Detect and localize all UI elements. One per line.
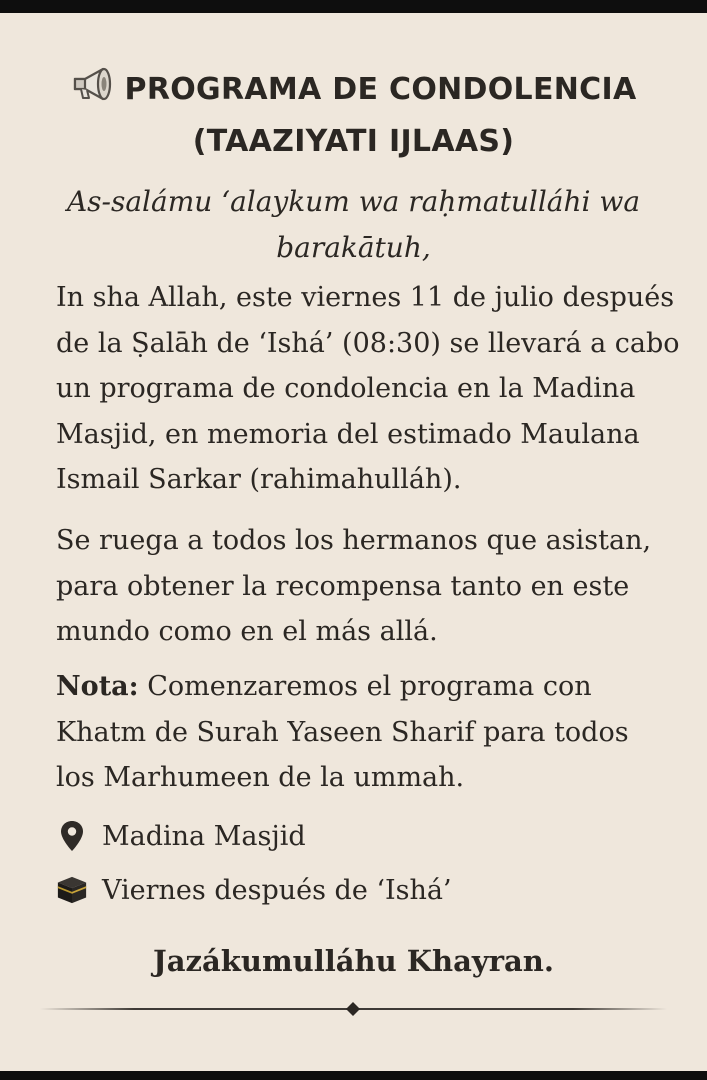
note-line-1 [56,664,696,710]
title-line-1 [0,65,707,118]
paragraph2-line-1: Se ruega a todos los hermanos que asistan, [56,525,652,556]
paragraph1-line-3: un programa de condolencia en la Madina [56,373,636,404]
note-text-1: Comenzaremos el programa con [147,671,592,702]
paragraph1-line-2: de la Ṣalāh de ‘Ishá’ (08:30) se llevará a cabo [56,327,680,359]
location-row [56,815,306,857]
top-frame-bar [0,0,707,13]
paragraph2-line-3: mundo como en el más allá. [56,616,438,647]
megaphone-icon [71,65,115,118]
announcement-card [0,13,707,1071]
greeting-line-2: barakātuh, [276,231,431,264]
title-block [0,65,707,166]
closing-text: Jazákumulláhu Khayran. [153,944,554,978]
paragraph2-line-2: para obtener la recompensa tanto en este [56,570,630,602]
greeting-line-1: As-salámu ‘alaykum wa raḥmatulláhi wa [66,185,641,218]
title-line-2: (TAAZIYATI IJLAAS) [192,124,515,159]
location-text: Madina Masjid [102,820,306,852]
paragraph1-line-4: Masjid, en memoria del estimado Maulana [56,418,640,450]
paragraph-note [56,664,696,801]
kaaba-icon [56,872,88,908]
time-text: Viernes después de ‘Ishá’ [102,874,452,906]
note-line-3: los Marhumeen de la ummah. [56,762,465,793]
paragraph1-line-1: In sha Allah, este viernes 11 de julio después [56,282,675,313]
time-row [56,869,452,911]
paragraph-request [56,518,696,655]
note-label: Nota: [56,671,139,702]
paragraph-announcement [56,275,696,503]
location-pin-icon [56,818,88,854]
paragraph1-line-5: Ismail Sarkar (rahimahulláh). [56,464,462,495]
bottom-frame-bar [0,1071,707,1080]
note-line-2: Khatm de Surah Yaseen Sharif para todos [56,716,629,748]
ornamental-divider [40,999,667,1019]
greeting [40,179,667,271]
title-text-1: PROGRAMA DE CONDOLENCIA [124,72,637,107]
